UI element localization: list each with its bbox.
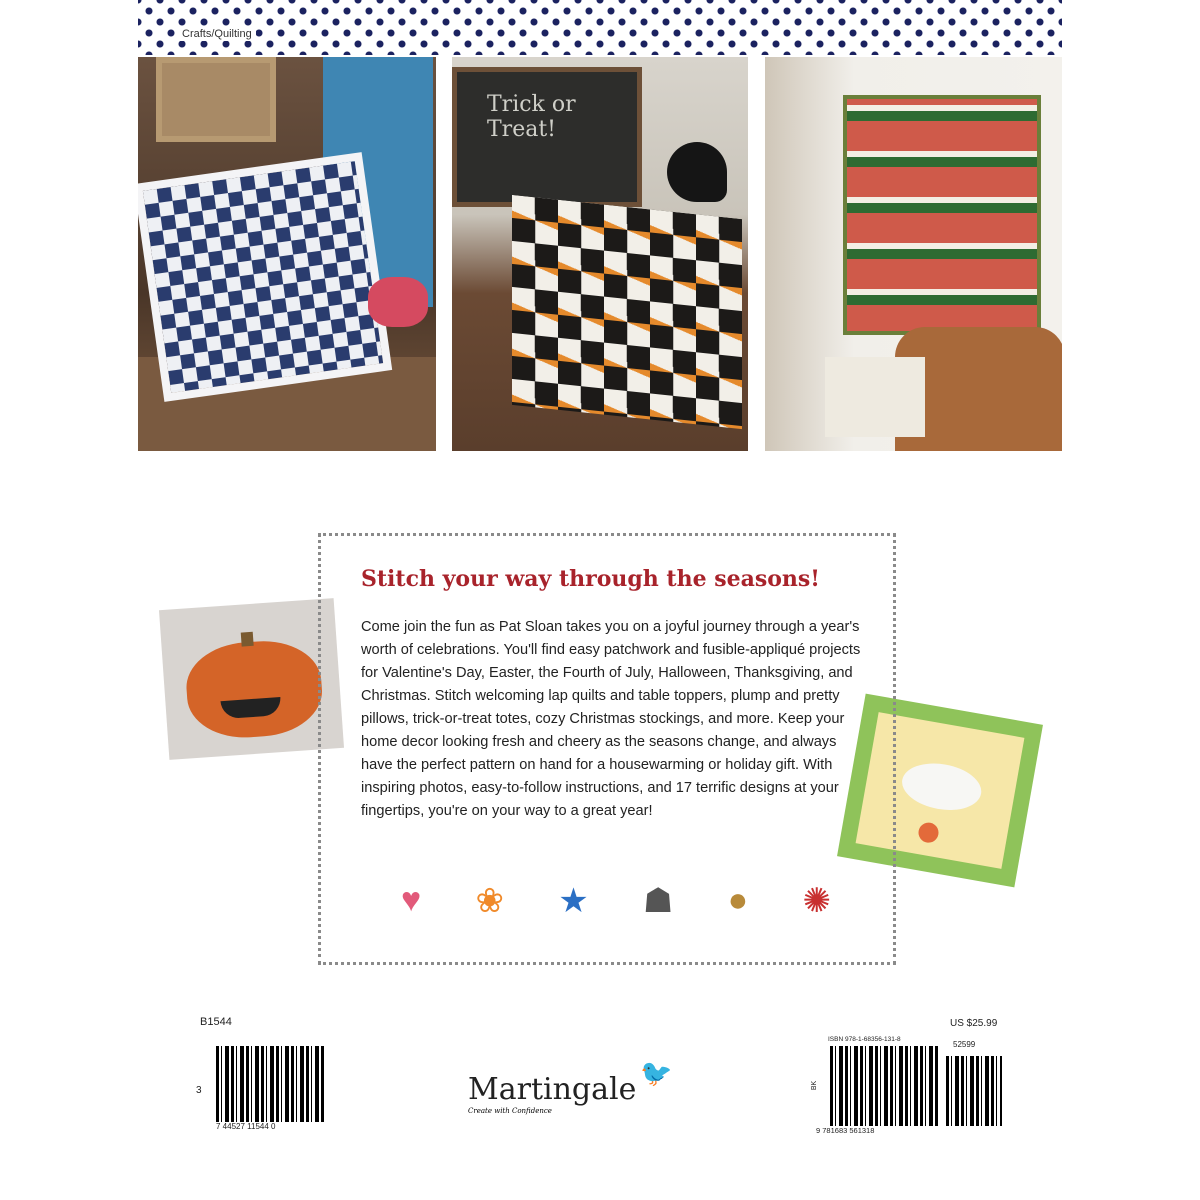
upc-barcode [216,1046,326,1122]
price-code: 52599 [953,1040,976,1049]
pumpkin-quilt-block [159,598,344,760]
ghost-icon: ☗ [642,882,674,920]
isbn-label: ISBN 978-1-68356-131-8 [828,1036,901,1043]
description-heading: Stitch your way through the seasons! [361,566,820,592]
candy-icon: ✺ [802,882,831,920]
upc-left-digit: 3 [196,1085,202,1096]
star-balloon-icon: ★ [558,882,589,920]
description-box [318,533,896,965]
acorn-icon: ● [727,881,749,919]
polka-dot-band [138,0,1062,55]
chalkboard: Trick or Treat! [452,67,642,207]
side-code: BK [811,1080,819,1091]
isbn-number: 9 781683 561318 [816,1126,875,1135]
product-code: B1544 [200,1016,232,1028]
isbn-barcode [830,1046,938,1126]
description-body: Come join the fun as Pat Sloan takes you on a joyful journey through a year's worth of celebrations. You'll find easy patchwork and fusible-appliqué projects for Valentine's Day, Easter, the Fourth of July, Halloween, Thanksgiving, and Christmas. Stitch welcoming lap quilts and table toppers, plump and pretty pillows, trick-or-treat totes, cozy Christmas stockings, and more. Keep your home decor looking fresh and cheery as the seasons change, and always have the perfect pattern on hand for a housewarming or holiday gift. With inspiring photos, easy-to-follow instructions, and 17 terrific designs at your fingertips, you're on your way to a great year! [361,619,861,819]
tulip-icon: ❀ [475,882,504,920]
photo-house-quilt [765,57,1062,451]
photo-star-quilt [138,57,436,451]
publisher-logo: Martingale 🐦 Create with Confidence [468,1058,673,1115]
upc-number: 7 44527 11544 0 [216,1122,276,1131]
book-back-cover [138,0,1062,1200]
photo-halloween-runner [452,57,748,451]
heart-arrow-icon: ♥ [401,881,422,919]
category-label: Crafts/Quilting [178,27,256,41]
price: US $25.99 [950,1018,998,1029]
bird-icon: 🐦 [640,1058,673,1088]
price-barcode [946,1056,1002,1126]
